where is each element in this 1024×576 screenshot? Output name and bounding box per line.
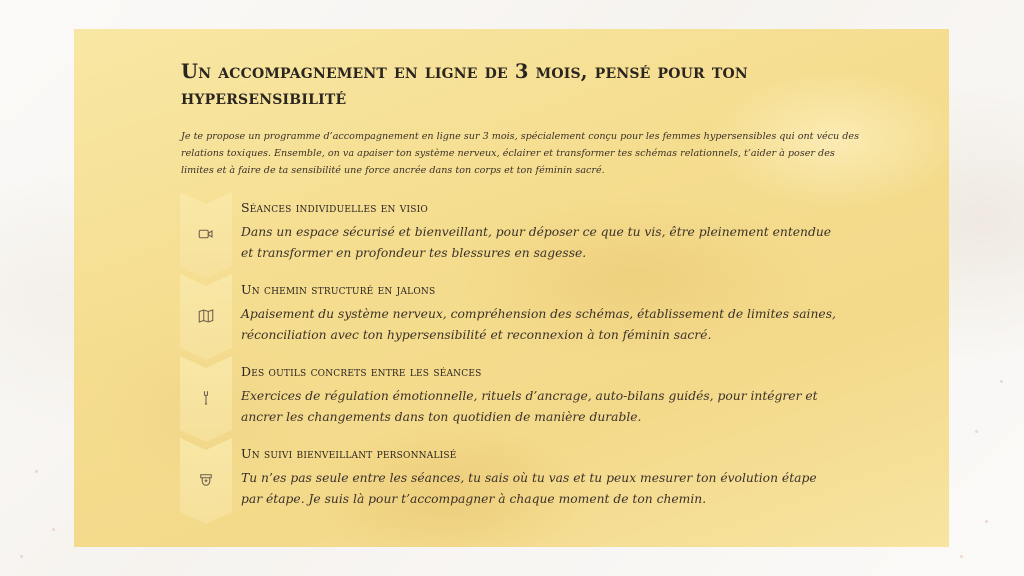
feature-title: Séances individuelles en visio bbox=[241, 200, 428, 215]
feature-title: Un suivi bienveillant personnalisé bbox=[241, 446, 457, 461]
support-icon bbox=[193, 468, 219, 492]
background-speck bbox=[35, 470, 38, 473]
feature-description: Apaisement du système nerveux, compréhension des schémas, établissement de limites saines, réconciliation avec ton hypersensibilité et reconnexion à ton féminin sacré. bbox=[241, 307, 836, 342]
section-intro: Je te propose un programme d’accompagnement en ligne sur 3 mois, spécialement conçu pour les femmes hypersensibles qui ont vécu des relations toxiques. Ensemble, on va apaiser ton système nerveux, éclairer et transformer tes schémas relationnels, t’aider à poser des limites et à faire de ta sensibilité une force ancrée dans ton corps et ton féminin sacré. bbox=[181, 131, 860, 176]
background-speck bbox=[960, 555, 963, 558]
offer-panel bbox=[74, 29, 949, 547]
feature-description: Exercices de régulation émotionnelle, rituels d’ancrage, auto-bilans guidés, pour intégrer et ancrer les changements dans ton quotidien de manière durable. bbox=[241, 389, 818, 424]
background-speck bbox=[975, 430, 978, 433]
feature-item-outils bbox=[180, 356, 860, 438]
feature-description: Dans un espace sécurisé et bienveillant, pour déposer ce que tu vis, être pleinement entendue et transformer en profondeur tes blessures en sagesse. bbox=[241, 225, 832, 260]
feature-title: Un chemin structuré en jalons bbox=[241, 282, 436, 297]
background-speck bbox=[1000, 380, 1003, 383]
feature-item-jalons bbox=[180, 274, 860, 356]
feature-item-visio bbox=[180, 192, 860, 274]
map-icon bbox=[193, 304, 219, 328]
tools-icon bbox=[193, 386, 219, 410]
background-speck bbox=[985, 520, 988, 523]
background-speck bbox=[20, 555, 23, 558]
feature-title: Des outils concrets entre les séances bbox=[241, 364, 482, 379]
section-title: Un accompagnement en ligne de 3 mois, pensé pour ton hypersensibilité bbox=[181, 60, 748, 109]
background-speck bbox=[52, 528, 55, 531]
video-camera-icon bbox=[193, 222, 219, 246]
feature-description: Tu n’es pas seule entre les séances, tu sais où tu vas et tu peux mesurer ton évolution étape par étape. Je suis là pour t’accompagner à chaque moment de ton chemin. bbox=[241, 471, 817, 506]
feature-item-suivi bbox=[180, 438, 860, 520]
